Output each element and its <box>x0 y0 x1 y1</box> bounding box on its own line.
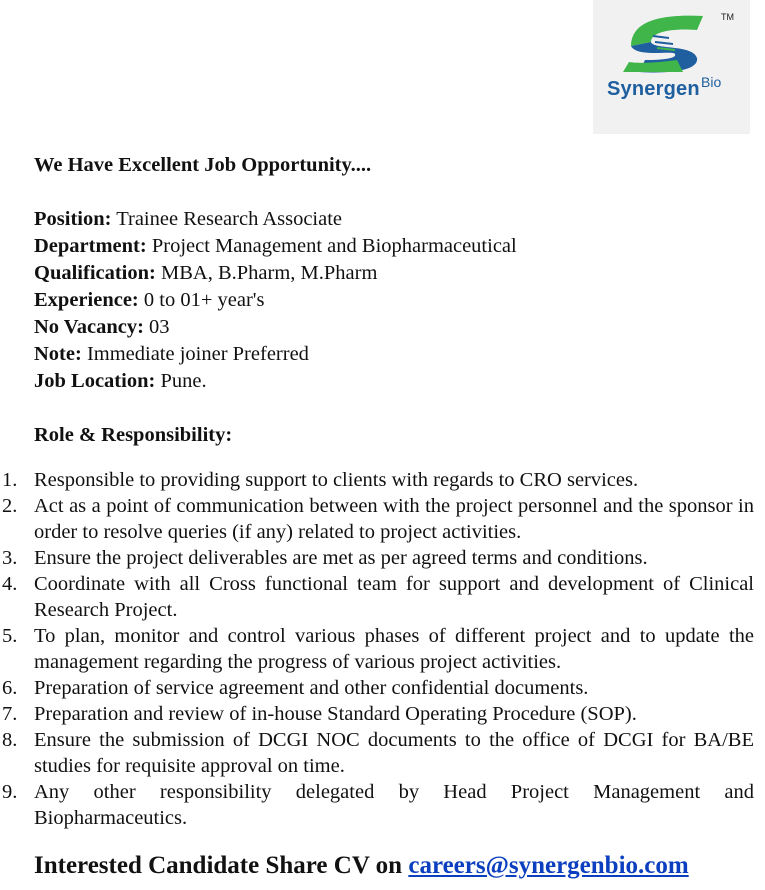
job-posting <box>34 152 754 449</box>
detail-position <box>34 206 754 233</box>
detail-label: No Vacancy: <box>34 316 144 338</box>
responsibility-list <box>0 467 754 831</box>
logo-superscript: Bio <box>701 74 722 90</box>
detail-note <box>34 341 754 368</box>
item-text: Ensure the submission of DCGI NOC documents to the office of DCGI for BA/BE studies for requisite approval on time. <box>34 729 754 777</box>
list-item <box>0 623 754 675</box>
detail-label: Qualification: <box>34 262 156 284</box>
detail-label: Note: <box>34 343 82 365</box>
careers-email-link[interactable]: careers@synergenbio.com <box>408 852 689 879</box>
item-number: 2. <box>2 495 18 517</box>
item-number: 1. <box>2 469 18 491</box>
detail-label: Position: <box>34 208 112 230</box>
item-text: Preparation of service agreement and other confidential documents. <box>34 677 589 699</box>
trademark-mark: TM <box>721 12 734 22</box>
item-text: Responsible to providing support to clients with regards to CRO services. <box>34 469 639 491</box>
detail-department <box>34 233 754 260</box>
list-item <box>0 675 754 701</box>
detail-value: 03 <box>143 316 170 338</box>
item-text: Coordinate with all Cross functional team for support and development of Clinical Research Project. <box>34 573 754 621</box>
role-title: Role & Responsibility: <box>34 424 233 446</box>
headline: We Have Excellent Job Opportunity.... <box>34 154 372 176</box>
list-item <box>0 779 754 831</box>
item-number: 4. <box>2 573 18 595</box>
detail-value: MBA, B.Pharm, M.Pharm <box>155 262 378 284</box>
detail-label: Department: <box>34 235 147 257</box>
item-text: Ensure the project deliverables are met as per agreed terms and conditions. <box>34 547 648 569</box>
item-number: 3. <box>2 547 18 569</box>
item-number: 7. <box>2 703 18 725</box>
detail-value: Immediate joiner Preferred <box>81 343 309 365</box>
list-item <box>0 545 754 571</box>
item-text: Any other responsibility delegated by Head Project Management and Biopharmaceutics. <box>34 781 754 829</box>
detail-value: 0 to 01+ year's <box>138 289 265 311</box>
item-number: 8. <box>2 729 18 751</box>
detail-value: Project Management and Biopharmaceutical <box>146 235 517 257</box>
item-text: To plan, monitor and control various phases of different project and to update the management regarding the progress of various project activities. <box>34 625 754 673</box>
list-item <box>0 727 754 779</box>
list-item <box>0 493 754 545</box>
item-text: Act as a point of communication between with the project personnel and the sponsor in order to resolve queries (if any) related to project activities. <box>34 495 754 543</box>
company-logo <box>593 0 750 134</box>
logo-brand-text: Synergen <box>607 78 700 100</box>
detail-label: Experience: <box>34 289 139 311</box>
job-details <box>34 206 754 395</box>
detail-vacancy <box>34 314 754 341</box>
detail-location <box>34 368 754 395</box>
item-number: 6. <box>2 677 18 699</box>
list-item <box>0 701 754 727</box>
item-number: 5. <box>2 625 18 647</box>
footer-text: Interested Candidate Share CV on <box>34 852 409 879</box>
detail-value: Trainee Research Associate <box>111 208 343 230</box>
item-text: Preparation and review of in-house Standard Operating Procedure (SOP). <box>34 703 637 725</box>
footer-cta <box>34 852 689 880</box>
detail-experience <box>34 287 754 314</box>
item-number: 9. <box>2 781 18 803</box>
list-item <box>0 467 754 493</box>
detail-value: Pune. <box>155 370 207 392</box>
list-item <box>0 571 754 623</box>
detail-label: Job Location: <box>34 370 156 392</box>
detail-qualification <box>34 260 754 287</box>
